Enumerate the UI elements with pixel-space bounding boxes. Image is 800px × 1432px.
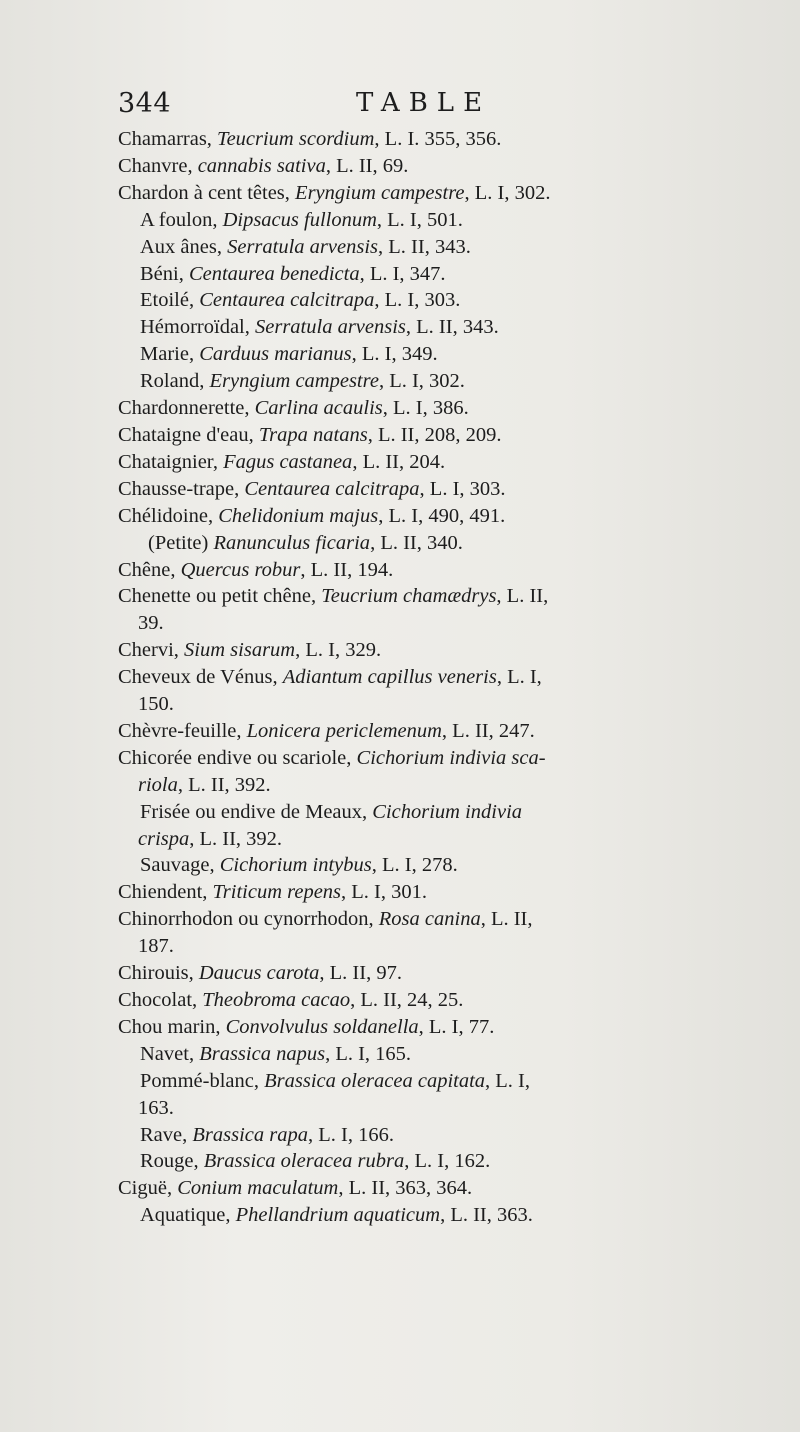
entry-latin-name: Adiantum capillus veneris: [282, 666, 497, 689]
entry-reference: , L. II, 97.: [319, 962, 402, 985]
entry-latin-name: Fagus castanea: [223, 450, 353, 473]
entry-reference: , L. I, 77.: [418, 1015, 495, 1038]
entry-latin-name: crispa: [138, 827, 190, 850]
index-entry: [118, 261, 698, 288]
entry-reference: , L. I,: [496, 666, 542, 689]
index-entry: [118, 422, 698, 449]
entry-latin-name: riola: [138, 773, 178, 796]
index-entry: [118, 1202, 698, 1229]
index-entry: [118, 1041, 698, 1068]
entry-term: Aquatique,: [140, 1204, 236, 1227]
entry-term: Chirouis,: [118, 962, 199, 985]
entry-term: A foulon,: [140, 208, 223, 231]
index-entry: [118, 879, 698, 906]
entry-reference: , L. I, 302.: [464, 181, 551, 204]
entry-latin-name: Brassica oleracea rubra: [203, 1150, 405, 1173]
index-entry: [118, 691, 698, 718]
entry-term: Cheveux de Vénus,: [118, 666, 283, 689]
index-entry: [118, 557, 698, 584]
entry-reference: , L. II,: [480, 908, 533, 931]
index-entry: [118, 153, 698, 180]
index-entry: [118, 449, 698, 476]
index-entry: [118, 826, 698, 853]
entry-term: Chenette ou petit chêne,: [118, 585, 322, 608]
entry-latin-name: Serratula arvensis: [255, 316, 406, 339]
entry-term: Ciguë,: [118, 1177, 178, 1200]
entry-latin-name: Carlina acaulis: [254, 397, 383, 420]
entry-reference: , L. I,: [485, 1069, 531, 1092]
running-title: TABLE: [356, 88, 492, 118]
entry-reference: , L. II, 392.: [177, 773, 271, 796]
entry-latin-name: Quercus robur: [180, 558, 301, 581]
index-entry: [118, 718, 698, 745]
entry-latin-name: Ranunculus ficaria: [213, 531, 371, 554]
entry-term: Rouge,: [140, 1150, 204, 1173]
entry-latin-name: Chelidonium majus: [218, 504, 379, 527]
index-entry: [118, 960, 698, 987]
entry-term: Béni,: [140, 262, 189, 285]
index-entry: [118, 1122, 698, 1149]
entry-latin-name: Conium maculatum: [177, 1177, 339, 1200]
entry-latin-name: Serratula arvensis: [227, 235, 379, 258]
entry-latin-name: Teucrium chamædrys: [321, 585, 497, 608]
entry-latin-name: Phellandrium aquaticum: [235, 1204, 441, 1227]
entry-term: Marie,: [140, 343, 200, 366]
entry-term: Etoilé,: [140, 289, 200, 312]
entry-reference: , L. I, 162.: [404, 1150, 491, 1173]
entry-term: Chataignier,: [118, 450, 224, 473]
entry-reference: , L. II, 247.: [441, 719, 535, 742]
index-entry: [118, 852, 698, 879]
entry-term: Frisée ou endive de Meaux,: [140, 800, 373, 823]
entry-reference: , L. I. 355, 356.: [374, 128, 502, 150]
index-entry: [118, 126, 698, 153]
index-entry: [118, 180, 698, 207]
entry-term: Chiendent,: [118, 881, 213, 904]
entry-term: Rave,: [140, 1123, 193, 1146]
index-entry: [118, 341, 698, 368]
entry-term: Chanvre,: [118, 154, 198, 177]
index-entry: [118, 1068, 698, 1095]
entry-latin-name: Brassica oleracea capitata: [264, 1069, 486, 1092]
index-entry: [118, 503, 698, 530]
entry-reference: , L. II, 208, 209.: [367, 423, 502, 446]
entry-reference: , L. I, 303.: [419, 477, 506, 500]
entry-latin-name: Rosa canina: [378, 908, 481, 931]
index-entry: [118, 530, 698, 557]
entry-term: Navet,: [140, 1042, 200, 1065]
entry-latin-name: Convolvulus soldanella: [225, 1015, 419, 1038]
entry-term: Chèvre-feuille,: [118, 719, 247, 742]
entry-latin-name: Teucrium scordium: [217, 128, 375, 150]
index-entry: [118, 583, 698, 610]
entry-latin-name: Brassica rapa: [192, 1123, 308, 1146]
entry-reference: , L. I, 303.: [374, 289, 461, 312]
entry-reference: , L. II, 392.: [189, 827, 283, 850]
entry-reference: , L. II, 343.: [405, 316, 499, 339]
entry-reference: , L. II, 194.: [300, 558, 394, 581]
entry-latin-name: cannabis sativa: [197, 154, 326, 177]
entry-term: Chardon à cent têtes,: [118, 181, 296, 204]
entry-reference: , L. I, 301.: [341, 881, 428, 904]
entry-latin-name: Centaurea calcitrapa: [244, 477, 420, 500]
index-entry: [118, 772, 698, 799]
index-entry: [118, 234, 698, 261]
entry-reference: , L. I, 490, 491.: [378, 504, 506, 527]
entry-latin-name: Triticum repens: [212, 881, 342, 904]
entry-latin-name: Cichorium intybus: [219, 854, 372, 877]
index-entry: [118, 637, 698, 664]
entry-term: (Petite): [148, 531, 214, 554]
entry-reference: , L. I, 329.: [295, 639, 382, 662]
entry-latin-name: Brassica napus: [199, 1042, 326, 1065]
index-entry: [118, 1148, 698, 1175]
index-entry: [118, 1095, 698, 1122]
entry-term: Chicorée endive ou scariole,: [118, 746, 357, 769]
entry-reference: , L. I, 349.: [351, 343, 438, 366]
entry-reference: , L. II, 69.: [325, 154, 409, 177]
page-number: 344: [118, 88, 172, 119]
entry-reference: , L. I, 302.: [378, 370, 465, 393]
page-header: [118, 88, 690, 124]
entry-latin-name: Trapa natans: [258, 423, 368, 446]
entry-term: Pommé-blanc,: [140, 1069, 265, 1092]
entry-term: Sauvage,: [140, 854, 220, 877]
entry-reference: , L. II, 363, 364.: [338, 1177, 473, 1200]
index-entry: [118, 906, 698, 933]
entry-latin-name: Eryngium campestre: [295, 181, 465, 204]
entry-term: Chêne,: [118, 558, 181, 581]
entry-reference: , L. I, 347.: [359, 262, 446, 285]
index-entry: [118, 799, 698, 826]
entry-reference: , L. I, 386.: [382, 397, 469, 420]
entry-term: Chardonnerette,: [118, 397, 255, 420]
index-entry: [118, 287, 698, 314]
index-entry: [118, 1014, 698, 1041]
entry-term: Chinorrhodon ou cynorrhodon,: [118, 908, 379, 931]
entry-latin-name: Daucus carota: [198, 962, 320, 985]
entry-term: Aux ânes,: [140, 235, 228, 258]
index-entry: [118, 610, 698, 637]
index-entry: [118, 368, 698, 395]
entry-reference: , L. II, 340.: [370, 531, 463, 554]
entry-term: 163.: [138, 1096, 174, 1119]
entry-reference: , L. I, 165.: [325, 1042, 412, 1065]
entry-term: 187.: [138, 935, 174, 958]
entry-term: Chocolat,: [118, 989, 203, 1011]
entry-term: Chausse-trape,: [118, 477, 245, 500]
entry-term: Chou marin,: [118, 1015, 226, 1038]
entry-term: Chélidoine,: [118, 504, 219, 527]
index-entry: [118, 314, 698, 341]
entry-reference: , L. II, 343.: [378, 235, 471, 258]
entry-reference: , L. II,: [496, 585, 549, 608]
entry-latin-name: Dipsacus fullonum: [222, 208, 377, 231]
entry-reference: , L. II, 24, 25.: [350, 989, 464, 1011]
entry-latin-name: Lonicera periclemenum: [246, 719, 442, 742]
entry-latin-name: Cichorium indivia: [372, 800, 523, 823]
entry-reference: , L. II, 204.: [352, 450, 446, 473]
index-entry: [118, 745, 698, 772]
entry-latin-name: Centaurea benedicta: [188, 262, 360, 285]
entry-latin-name: Centaurea calcitrapa: [199, 289, 375, 312]
entry-term: Chataigne d'eau,: [118, 423, 259, 446]
index-entry: [118, 476, 698, 503]
entry-term: 150.: [138, 693, 174, 716]
entry-reference: , L. II, 363.: [440, 1204, 533, 1227]
entry-reference: , L. I, 501.: [376, 208, 463, 231]
entry-reference: , L. I, 278.: [371, 854, 458, 877]
index-entry: [118, 664, 698, 691]
entry-latin-name: Theobroma cacao: [202, 989, 351, 1011]
index-entry: [118, 395, 698, 422]
entry-term: Roland,: [140, 370, 210, 393]
index-entry: [118, 1175, 698, 1202]
index-entry: [118, 933, 698, 960]
entry-reference: , L. I, 166.: [307, 1123, 394, 1146]
entry-latin-name: Carduus marianus: [199, 343, 352, 366]
entry-term: Hémorroïdal,: [140, 316, 255, 339]
entry-latin-name: Cichorium indivia sca-: [356, 746, 546, 769]
index-entry: [118, 987, 698, 1014]
entry-term: Chamarras,: [118, 128, 218, 150]
entry-latin-name: Sium sisarum: [184, 639, 296, 662]
entry-term: 39.: [138, 612, 164, 635]
entry-latin-name: Eryngium campestre: [209, 370, 379, 393]
index-entries: [118, 126, 698, 1229]
entry-term: Chervi,: [118, 639, 185, 662]
index-entry: [118, 207, 698, 234]
